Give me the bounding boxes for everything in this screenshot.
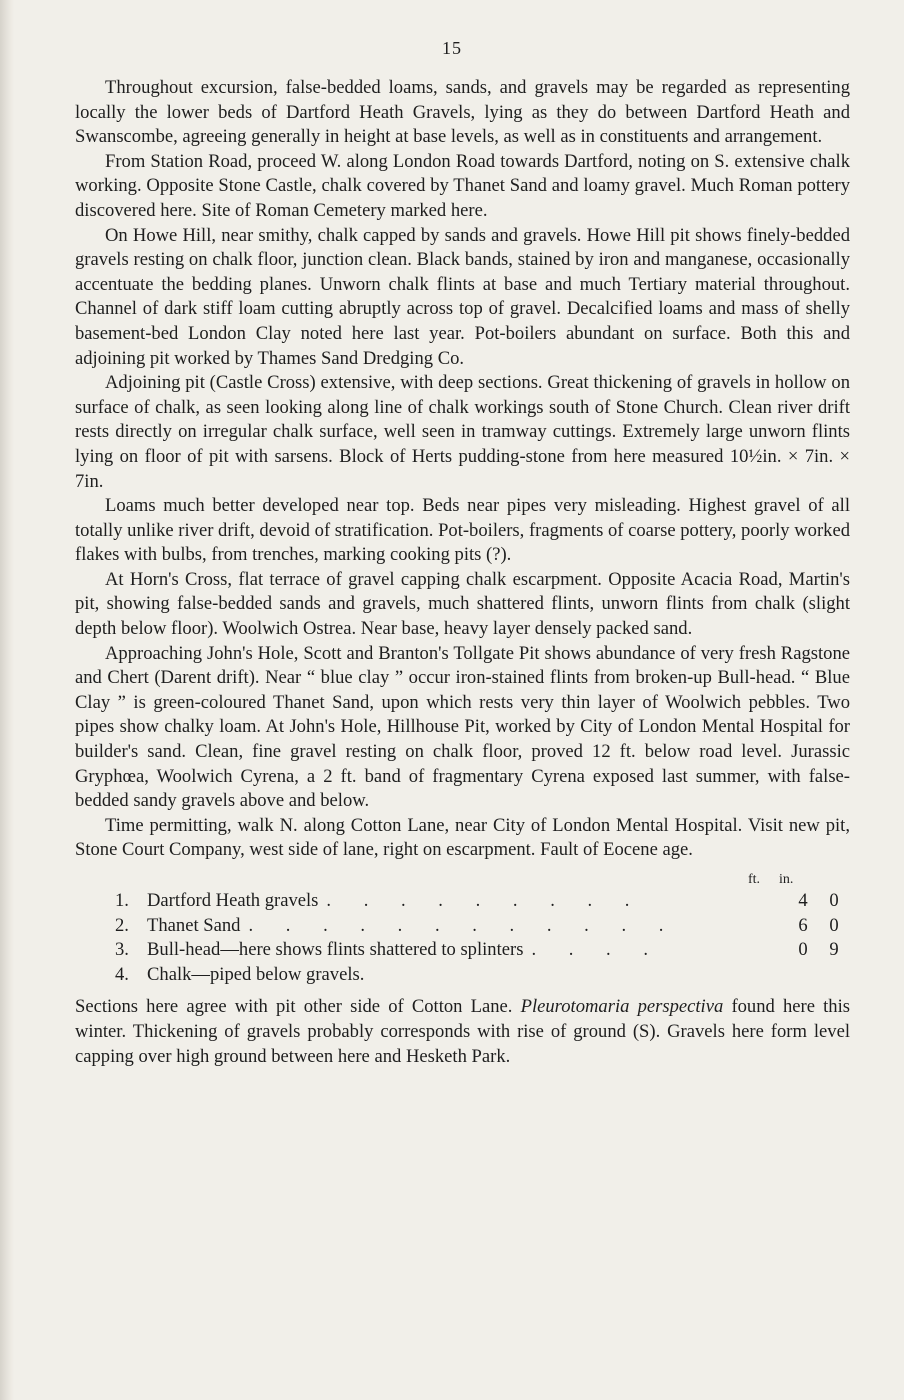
page-gutter-shadow [0, 0, 14, 1400]
paragraph-7: Approaching John's Hole, Scott and Branton's Tollgate Pit shows abundance of very fresh Ragstone and Chert (Darent drift). Near “ blue clay ” occur iron-stained flints from broken-up Bull-head. “ Blue Clay ” is green-coloured Thanet Sand, upon which rests very thin layer of Woolwich pebbles. Two pipes show chalky loam. At John's Hole, Hillhouse Pit, worked by City of London Mental Hospital for builder's sand. Clean, fine gravel resting on chalk floor, proved 12 ft. below road level. Jurassic Gryphœa, Woolwich Cyrena, a 2 ft. band of fragmentary Cyrena exposed last summer, with false-bedded sandy gravels above and below. [75, 642, 850, 812]
row-number: 3. [115, 939, 129, 961]
page-body [75, 76, 850, 1069]
unit-ft: ft. [748, 872, 761, 887]
paragraph-3: On Howe Hill, near smithy, chalk capped by sands and gravels. Howe Hill pit shows finely-bedded gravels resting on chalk floor, junction clean. Black bands, stained by iron and manganese, occasionally accentuate the bedding planes. Unworn chalk flints at base and much Tertiary material throughout. Channel of dark stiff loam cutting abruptly across top of gravel. Decalcified loams and mass of shelly basement-bed London Clay noted here last year. Pot-boilers abundant on surface. Both this and adjoining pit worked by Thames Sand Dredging Co. [75, 224, 850, 369]
units-header [75, 871, 850, 889]
paragraph-8: Time permitting, walk N. along Cotton Lane, near City of London Mental Hospital. Visit new pit, Stone Court Company, west side of lane, right on escarpment. Fault of Eocene age. [75, 814, 850, 861]
row-ft: 6 [798, 914, 808, 936]
row-label: Chalk—piped below gravels. [147, 963, 365, 985]
row-label: Bull-head—here shows flints shattered to splinters [147, 939, 524, 961]
row-ft: 0 [798, 939, 808, 961]
page-number: 15 [442, 38, 462, 58]
row-in: 0 [829, 890, 839, 911]
paragraph-2: From Station Road, proceed W. along London Road towards Dartford, noting on S. extensive chalk working. Opposite Stone Castle, chalk covered by Thanet Sand and loamy gravel. Much Roman pottery discovered here. Site of Roman Cemetery marked here. [75, 150, 850, 221]
row-number: 2. [115, 914, 129, 936]
closing-before: Sections here agree with pit other side of Cotton Lane. [75, 996, 521, 1018]
paragraph-6: At Horn's Cross, flat terrace of gravel capping chalk escarpment. Opposite Acacia Road, Martin's pit, showing false-bedded sands and gravels, much shattered flints, unworn flints from chalk (slight depth below floor). Woolwich Ostrea. Near base, heavy layer densely packed sand. [75, 568, 850, 640]
row-in: 9 [829, 939, 839, 961]
paragraph-5: Loams much better developed near top. Beds near pipes very misleading. Highest gravel of all totally unlike river drift, devoid of stratification. Pot-boilers, fragments of coarse pottery, poorly worked flakes with bulbs, from trenches, marking cooking pits (?). [75, 495, 850, 566]
row-number: 4. [115, 963, 129, 985]
paragraph-4: Adjoining pit (Castle Cross) extensive, with deep sections. Great thickening of gravels in hollow on surface of chalk, as seen looking along line of chalk workings south of Stone Church. Clean river drift rests directly on irregular chalk surface, well seen in tramway cuttings. Extremely large unworn flints lying on floor of pit with sarsens. Block of Herts pudding-stone from here measured 10½in. × 7in. × 7in. [75, 372, 850, 492]
dot-leader: . . . . [531, 939, 662, 961]
species-name: Pleurotomaria perspectiva [520, 996, 724, 1018]
closing-paragraph [75, 995, 850, 1069]
section-row [75, 938, 850, 963]
section-row [75, 963, 850, 988]
section-row [75, 889, 850, 914]
dot-leader: . . . . . . . . . [326, 890, 644, 911]
dot-leader: . . . . . . . . . . . . [248, 914, 678, 936]
section-row [75, 914, 850, 939]
paragraph-1: Throughout excursion, false-bedded loams, sands, and gravels may be regarded as representing locally the lower beds of Dartford Heath Gravels, lying as they do between Dartford Heath and Swanscombe, agreeing generally in height at base levels, as well as in constituents and arrangement. [75, 77, 850, 148]
row-number: 1. [115, 890, 129, 911]
row-in: 0 [829, 914, 839, 936]
unit-in: in. [779, 872, 794, 887]
closing-text [75, 995, 850, 1069]
section-table [75, 871, 850, 987]
row-label: Thanet Sand [147, 914, 241, 936]
closing-after: found here this winter. Thickening of gravels probably corresponds with rise of ground (S). Gravels here form level capping over high ground between here and Hesketh Park. [75, 996, 850, 1067]
row-ft: 4 [798, 890, 808, 911]
row-label: Dartford Heath gravels [147, 890, 319, 911]
